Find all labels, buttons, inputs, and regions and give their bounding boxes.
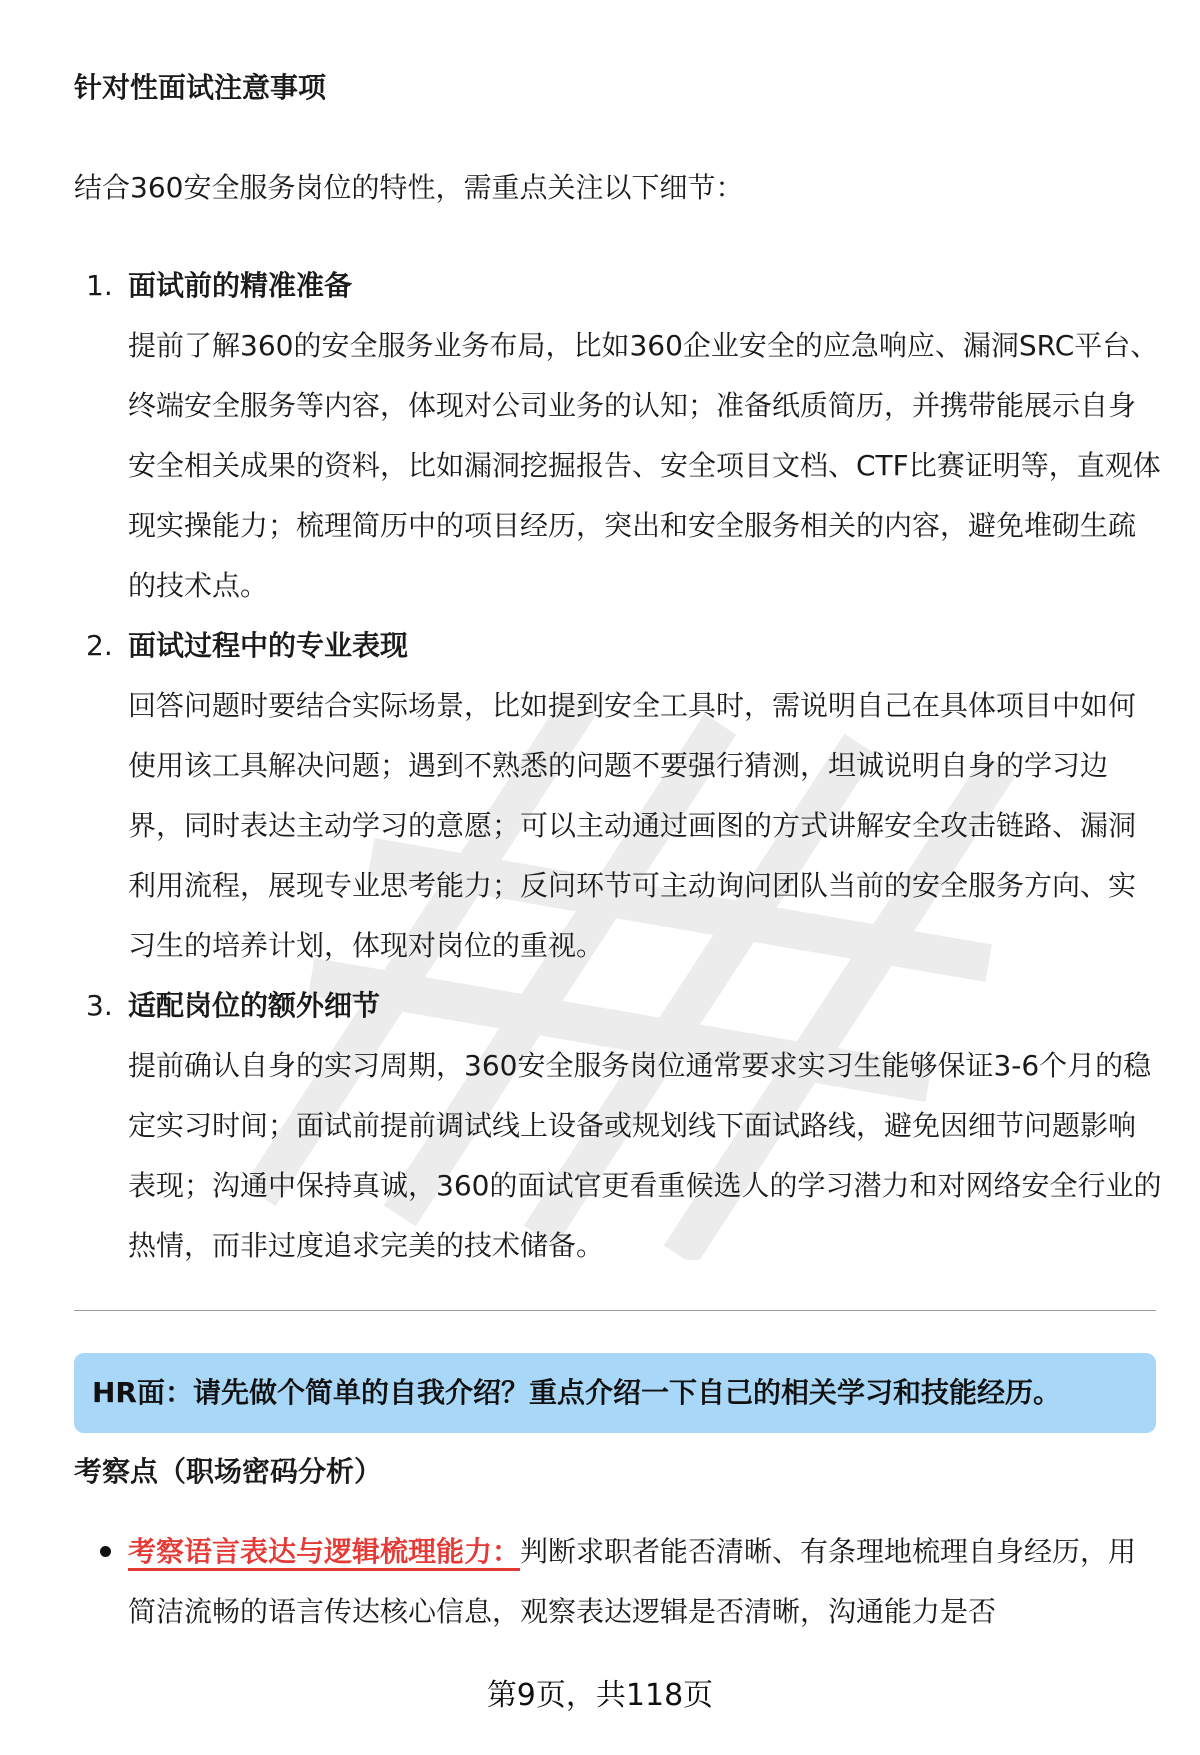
page-footer: 第9页，共118页 — [486, 1678, 714, 1713]
list-item-heading: 面试前的精准准备 — [128, 269, 353, 302]
list-number: 3. — [86, 989, 113, 1022]
section-title: 针对性面试注意事项 — [74, 71, 327, 104]
list-item — [74, 976, 1162, 1276]
bullet-dot-icon — [100, 1546, 111, 1557]
list-item-heading: 面试过程中的专业表现 — [128, 629, 409, 662]
list-item-body: 回答问题时要结合实际场景，比如提到安全工具时，需说明自己在具体项目中如何使用该工具解决问题；遇到不熟悉的问题不要强行猜测，坦诚说明自身的学习边界，同时表达主动学习的意愿；可以主动通过画图的方式讲解安全攻击链路、漏洞利用流程，展现专业思考能力；反问环节可主动询问团队当前的安全服务方向、实习生的培养计划，体现对岗位的重视。 — [128, 689, 1137, 962]
numbered-list — [74, 256, 1162, 1276]
list-number: 1. — [86, 269, 113, 302]
bullet-highlight: 考察语言表达与逻辑梳理能力： — [128, 1535, 520, 1571]
list-item-body: 提前确认自身的实习周期，360安全服务岗位通常要求实习生能够保证3-6个月的稳定实习时间；面试前提前调试线上设备或规划线下面试路线，避免因细节问题影响表现；沟通中保持真诚，360的面试官更看重候选人的学习潜力和对网络安全行业的热情，而非过度追求完美的技术储备。 — [128, 1049, 1162, 1262]
list-item-body: 提前了解360的安全服务业务布局，比如360企业安全的应急响应、漏洞SRC平台、终端安全服务等内容，体现对公司业务的认知；准备纸质简历，并携带能展示自身安全相关成果的资料，比如漏洞挖掘报告、安全项目文档、CTF比赛证明等，直观体现实操能力；梳理简历中的项目经历，突出和安全服务相关的内容，避免堆砌生疏的技术点。 — [128, 329, 1161, 602]
intro-text: 结合360安全服务岗位的特性，需重点关注以下细节： — [74, 171, 744, 204]
list-item-heading: 适配岗位的额外细节 — [128, 989, 381, 1022]
hr-question-text: HR面：请先做个简单的自我介绍？重点介绍一下自己的相关学习和技能经历。 — [92, 1376, 1061, 1409]
list-item — [74, 616, 1154, 976]
list-item — [74, 256, 1161, 616]
section-divider — [74, 1310, 1156, 1311]
bullet-text: 判断求职者能否清晰、有条理地梳理自身经历，用简洁流畅的语言传达核心信息，观察表达逻辑是否清晰，沟通能力是否 — [128, 1535, 1137, 1628]
bullet-content — [128, 1522, 1163, 1642]
hr-question-box — [74, 1353, 1156, 1433]
analysis-title: 考察点（职场密码分析） — [74, 1455, 383, 1488]
list-number: 2. — [86, 629, 113, 662]
